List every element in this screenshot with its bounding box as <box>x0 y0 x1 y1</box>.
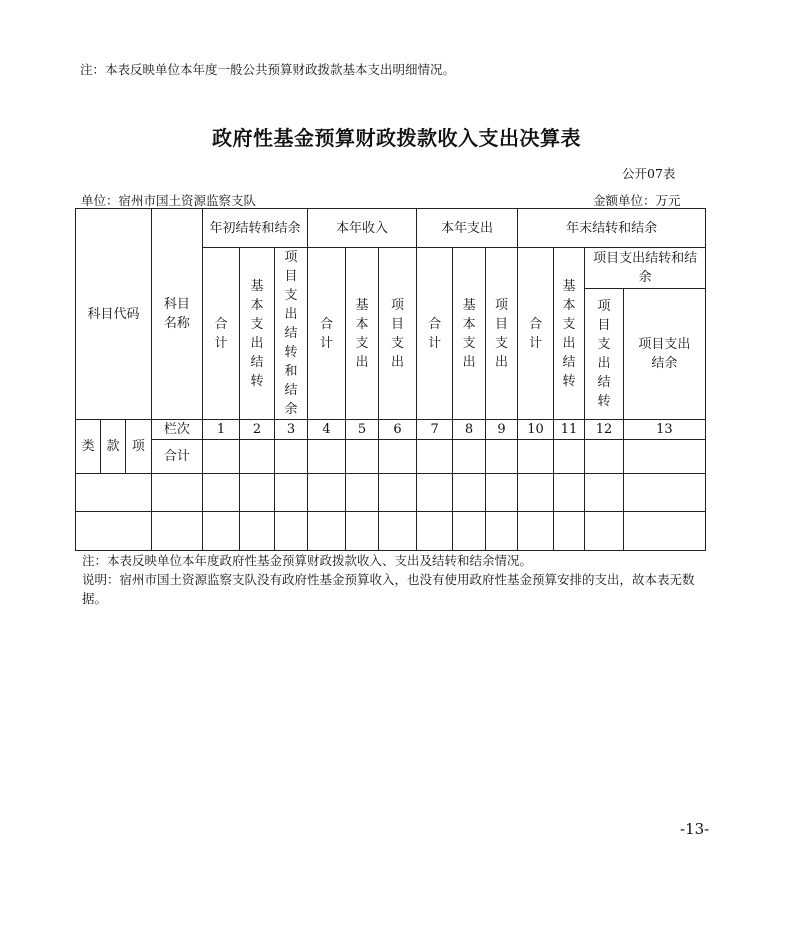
explanation-line: 说明：宿州市国土资源监察支队没有政府性基金预算收入，也没有使用政府性基金预算安排的支出，故本表无数据。 <box>82 572 695 606</box>
column-number: 5 <box>345 420 378 440</box>
header-income-total: 合计 <box>308 248 346 420</box>
top-note: 注：本表反映单位本年度一般公共预算财政拨款基本支出明细情况。 <box>80 62 456 77</box>
table-cell <box>202 440 240 474</box>
table-cell <box>274 512 308 551</box>
table-cell <box>379 512 417 551</box>
table-cell <box>485 440 517 474</box>
column-number: 13 <box>623 420 705 440</box>
table-cell <box>623 440 705 474</box>
table-cell <box>585 440 624 474</box>
column-number: 11 <box>553 420 584 440</box>
header-expense-total: 合计 <box>416 248 453 420</box>
table-cell <box>308 474 346 512</box>
table-cell <box>202 474 240 512</box>
header-expense-project: 项目支出 <box>485 248 517 420</box>
header-end-project-balance: 项目支出结余 <box>623 289 705 420</box>
unit-label: 单位：宿州市国土资源监察支队 <box>81 193 257 208</box>
lanci-label: 栏次 <box>152 420 203 440</box>
xiang-label: 项 <box>125 420 151 474</box>
header-end-basic-carry: 基本支出结转 <box>553 248 584 420</box>
column-number: 9 <box>485 420 517 440</box>
table-cell <box>416 512 453 551</box>
table-cell <box>553 474 584 512</box>
table-cell <box>274 474 308 512</box>
table-cell <box>623 512 705 551</box>
header-expense-basic: 基本支出 <box>453 248 485 420</box>
table-cell <box>345 512 378 551</box>
column-number: 6 <box>379 420 417 440</box>
column-number: 3 <box>274 420 308 440</box>
table-cell <box>308 512 346 551</box>
budget-table <box>75 208 706 551</box>
table-cell <box>308 440 346 474</box>
table-cell <box>416 474 453 512</box>
table-cell <box>345 474 378 512</box>
table-cell <box>202 512 240 551</box>
table-cell <box>485 474 517 512</box>
total-row <box>76 440 706 474</box>
table-cell <box>485 512 517 551</box>
table-cell <box>152 512 203 551</box>
header-begin-basic-carry: 基本支出结转 <box>240 248 274 420</box>
column-number: 7 <box>416 420 453 440</box>
table-cell <box>453 440 485 474</box>
table-cell <box>240 474 274 512</box>
header-begin-project-carry: 项目支出结转和结余 <box>274 248 308 420</box>
total-row-label: 合计 <box>152 440 203 474</box>
header-end-project-carry: 项目支出结转 <box>585 289 624 420</box>
table-cell <box>518 512 554 551</box>
index-row <box>76 420 706 440</box>
header-income-basic: 基本支出 <box>345 248 378 420</box>
table-cell <box>379 440 417 474</box>
column-number: 4 <box>308 420 346 440</box>
header-begin-total: 合计 <box>202 248 240 420</box>
table-cell <box>76 512 152 551</box>
table-cell <box>453 474 485 512</box>
table-cell <box>76 474 152 512</box>
table-cell <box>623 474 705 512</box>
table-cell <box>518 474 554 512</box>
page-title: 政府性基金预算财政拨款收入支出决算表 <box>212 126 581 150</box>
lei-label: 类 <box>76 420 101 474</box>
column-number: 2 <box>240 420 274 440</box>
table-row <box>76 512 706 551</box>
header-end-project-group: 项目支出结转和结余 <box>585 248 706 289</box>
column-number: 8 <box>453 420 485 440</box>
header-group-begin: 年初结转和结余 <box>202 209 308 248</box>
table-cell <box>416 440 453 474</box>
money-unit-label: 金额单位：万元 <box>593 193 681 208</box>
notes <box>82 551 702 608</box>
table-cell <box>345 440 378 474</box>
table-cell <box>240 512 274 551</box>
header-group-expense: 本年支出 <box>416 209 517 248</box>
table-cell <box>585 474 624 512</box>
table-cell <box>379 474 417 512</box>
table-cell <box>274 440 308 474</box>
column-number: 10 <box>518 420 554 440</box>
column-number: 1 <box>202 420 240 440</box>
header-group-income: 本年收入 <box>308 209 417 248</box>
table-cell <box>585 512 624 551</box>
header-subject-name: 科目名称 <box>152 209 203 420</box>
table-cell <box>453 512 485 551</box>
header-group-end: 年末结转和结余 <box>518 209 706 248</box>
table-cell <box>152 474 203 512</box>
table-cell <box>553 440 584 474</box>
header-end-total: 合计 <box>518 248 554 420</box>
header-income-project: 项目支出 <box>379 248 417 420</box>
table-code: 公开07表 <box>622 166 676 181</box>
table-cell <box>553 512 584 551</box>
table-cell <box>240 440 274 474</box>
column-number: 12 <box>585 420 624 440</box>
kuan-label: 款 <box>101 420 125 474</box>
note-line: 注：本表反映单位本年度政府性基金预算财政拨款收入、支出及结转和结余情况。 <box>82 553 533 568</box>
table-row <box>76 474 706 512</box>
table-cell <box>518 440 554 474</box>
page-number: -13- <box>680 820 710 838</box>
header-subject-code: 科目代码 <box>76 209 152 420</box>
